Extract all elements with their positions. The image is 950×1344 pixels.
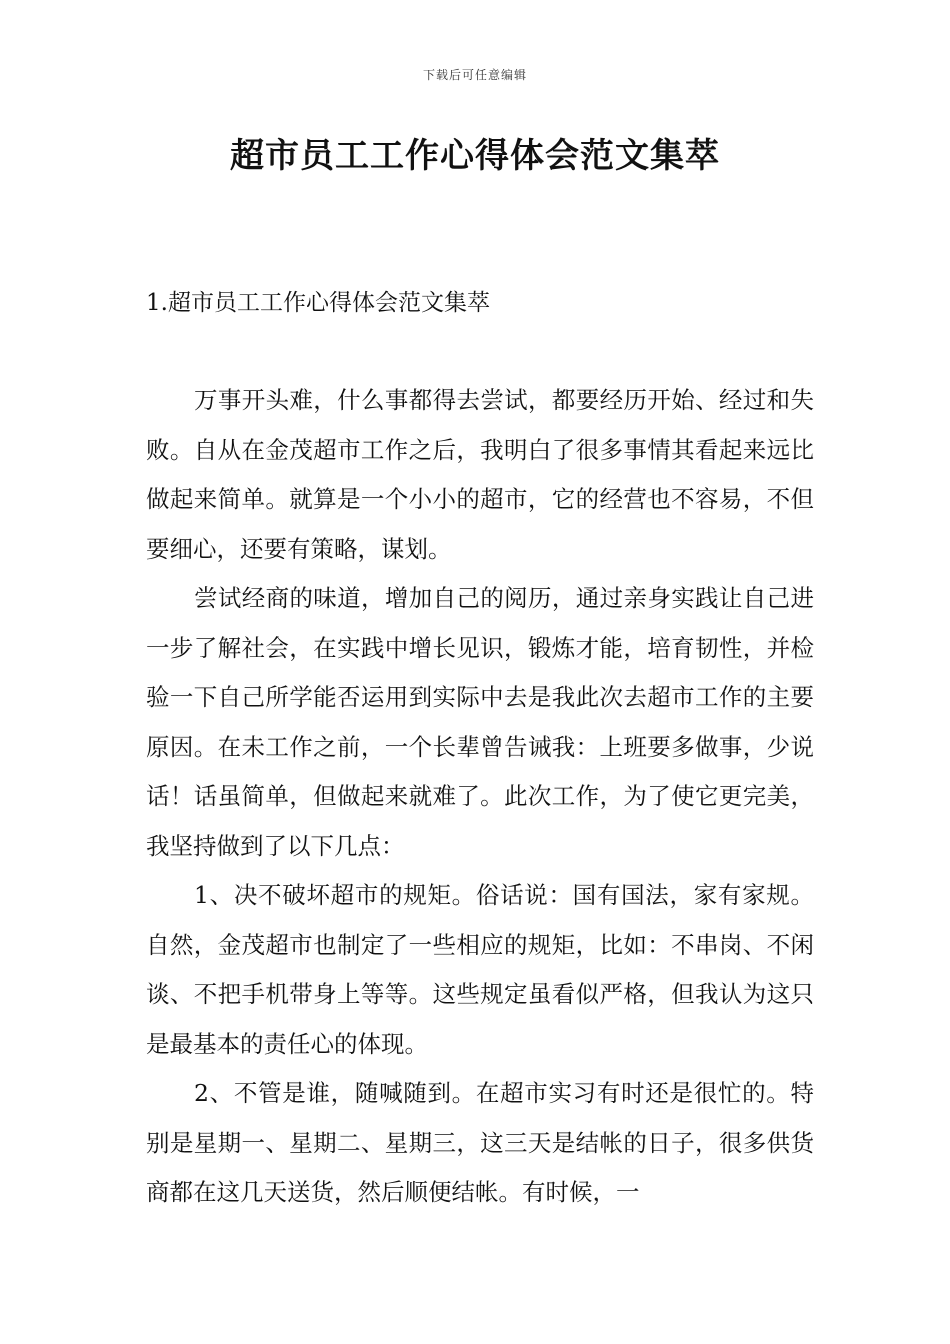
- paragraph-1: 万事开头难，什么事都得去尝试，都要经历开始、经过和失败。自从在金茂超市工作之后，我明白了很多事情其看起来远比做起来简单。就算是一个小小的超市，它的经营也不容易，不但要细心，还要有策略，谋划。: [146, 386, 814, 563]
- body-text: [146, 376, 814, 1218]
- paragraph-2: 尝试经商的味道，增加自己的阅历，通过亲身实践让自己进一步了解社会，在实践中增长见识，锻炼才能，培育韧性，并检验一下自己所学能否运用到实际中去是我此次去超市工作的主要原因。在未工作之前，一个长辈曾告诫我：上班要多做事，少说话！话虽简单，但做起来就难了。此次工作，为了使它更完美，我坚持做到了以下几点：: [146, 584, 814, 860]
- document-title: 超市员工工作心得体会范文集萃: [230, 136, 720, 176]
- paragraph-3: 1、决不破坏超市的规矩。俗话说：国有国法，家有家规。自然，金茂超市也制定了一些相应的规矩，比如：不串岗、不闲谈、不把手机带身上等等。这些规定虽看似严格，但我认为这只是最基本的责任心的体现。: [146, 881, 814, 1058]
- section-heading: 1.超市员工工作心得体会范文集萃: [146, 290, 490, 316]
- paragraph-4: 2、不管是谁，随喊随到。在超市实习有时还是很忙的。特别是星期一、星期二、星期三，这三天是结帐的日子，很多供货商都在这几天送货，然后顺便结帐。有时候，一: [146, 1079, 814, 1206]
- header-note: 下载后可任意编辑: [422, 68, 527, 82]
